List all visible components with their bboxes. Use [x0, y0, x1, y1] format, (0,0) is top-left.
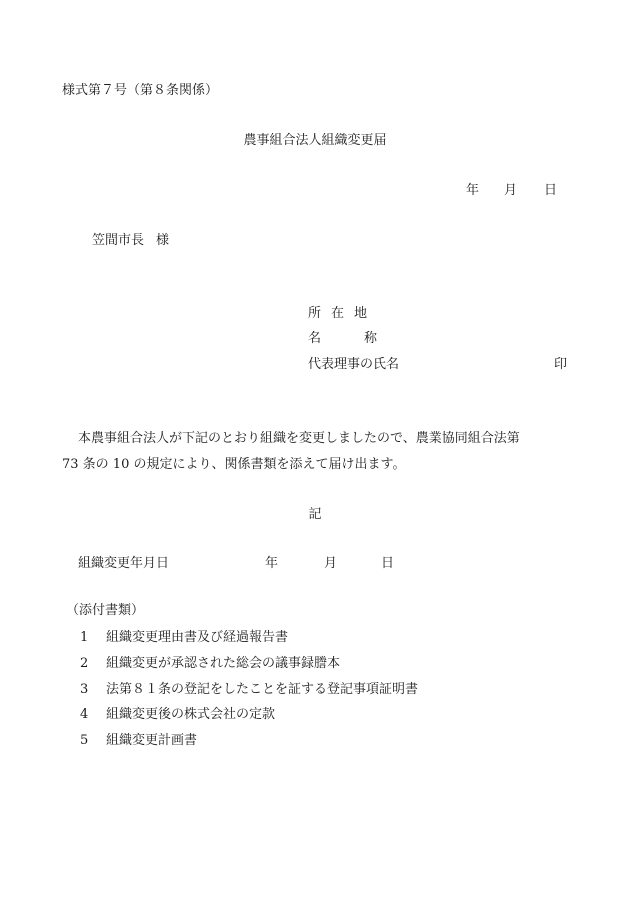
date-day-label: 日: [544, 183, 558, 198]
date-year-label: 年: [466, 183, 480, 198]
change-date-month-label: 月: [324, 556, 338, 571]
address-label: 所在地: [308, 306, 378, 321]
addressee-honorific: 様: [156, 233, 170, 248]
attachment-item: 組織変更計画書: [106, 733, 198, 748]
attachment-number: 2: [80, 656, 89, 671]
attachment-item: 組織変更後の株式会社の定款: [106, 707, 276, 722]
change-date-day-label: 日: [381, 556, 395, 571]
attachment-item: 組織変更理由書及び経過報告書: [106, 630, 289, 645]
attachment-item: 法第８１条の登記をしたことを証する登記事項証明書: [106, 682, 419, 697]
name-label: [308, 332, 377, 345]
document-title: 農事組合法人組織変更届: [243, 133, 387, 148]
change-date-label: 組織変更年月日: [78, 556, 170, 571]
addressee-name: 笠間市長: [92, 233, 145, 248]
attachment-number: 1: [80, 630, 89, 645]
form-number: 様式第７号（第８条関係）: [62, 83, 219, 98]
attachments-heading: （添付書類）: [66, 603, 145, 618]
body-text-line-1: 本農事組合法人が下記のとおり組織を変更しましたので、農業協同組合法第: [78, 431, 520, 446]
submission-date: [466, 184, 557, 197]
ki-heading: 記: [308, 507, 322, 522]
attachment-number: 3: [80, 682, 89, 697]
body-text-line-2: 73 条の 10 の規定により、関係書類を添えて届け出ます。: [62, 457, 406, 472]
representative-label: 代表理事の氏名: [308, 357, 400, 372]
date-month-label: 月: [504, 183, 518, 198]
attachment-item: 組織変更が承認された総会の議事録謄本: [106, 656, 341, 671]
name-label-char-2: 称: [364, 331, 378, 346]
attachment-number: 5: [80, 733, 89, 748]
addressee: [92, 234, 169, 247]
attachment-number: 4: [80, 707, 89, 722]
seal-mark: 印: [554, 357, 568, 372]
name-label-char-1: 名: [308, 331, 322, 346]
change-date-year-label: 年: [265, 556, 279, 571]
